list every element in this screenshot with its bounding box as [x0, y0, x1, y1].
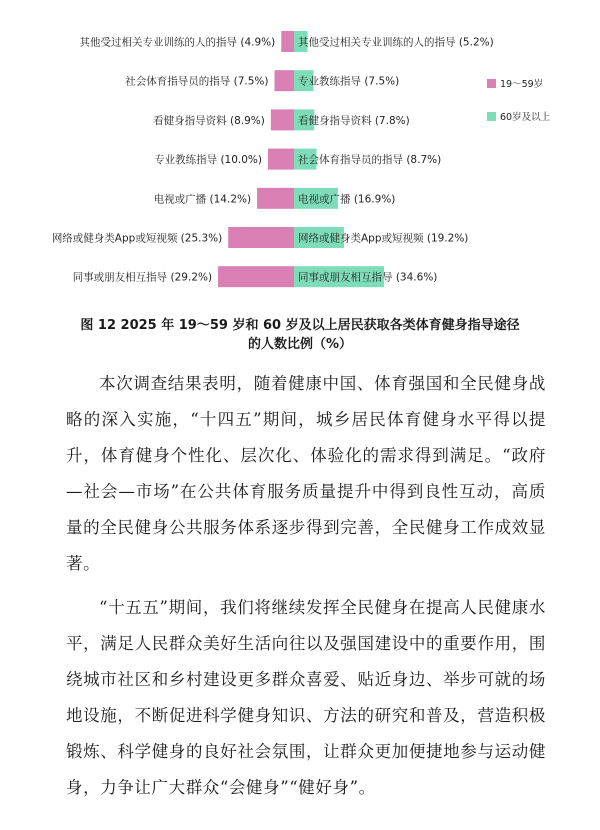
bar-left-1 — [275, 70, 295, 91]
bar-left-6 — [218, 266, 294, 287]
bar-left-label-3: 专业教练指导 (10.0%) — [154, 154, 262, 167]
bar-left-4 — [257, 188, 294, 209]
paragraph-1: 本次调查结果表明，随着健康中国、体育强国和全民健身战略的深入实施，“十四五”期间，城乡居民体育健身水平得以提升，体育健身个性化、层次化、体验化的需求得到满足。“政府—社会—市场”在公共体育服务质量提升中得到良性互动，高质量的全民健身公共服务体系逐步得到完善，全民健身工作成效显著。 — [66, 374, 546, 573]
paragraph-2: “十五五”期间，我们将继续发挥全民健身在提高人民健康水平，满足人民群众美好生活向往以及强国建设中的重要作用，围绕城市社区和乡村建设更多群众喜爱、贴近身边、举步可就的场地设施，不断促进科学健身知识、方法的研究和普及，营造积极锻炼、科学健身的良好社会氛围，让群众更加便捷地参与运动健身，力争让广大群众“会健身”“健好身”。 — [66, 598, 546, 797]
butterfly-bar-chart — [0, 0, 600, 310]
body-text — [66, 366, 546, 814]
bar-right-label-5: 网络或健身类App或短视频 (19.2%) — [298, 232, 469, 245]
bar-left-3 — [268, 149, 294, 170]
bar-left-label-5: 网络或健身类App或短视频 (25.3%) — [51, 232, 223, 245]
bar-left-label-4: 电视或广播 (14.2%) — [153, 193, 252, 206]
bar-right-label-3: 社会体育指导员的指导 (8.7%) — [298, 154, 442, 167]
bar-right-label-2: 看健身指导资料 (7.8%) — [298, 114, 410, 127]
bar-left-2 — [271, 109, 294, 130]
legend-swatch-1 — [487, 112, 496, 121]
caption-line-1: 图 12 2025 年 19～59 岁和 60 岁及以上居民获取各类体育健身指导途径 — [80, 318, 520, 333]
bar-right-label-1: 专业教练指导 (7.5%) — [298, 75, 400, 88]
bar-left-label-2: 看健身指导资料 (8.9%) — [153, 114, 265, 127]
bar-right-label-6: 同事或朋友相互指导 (34.6%) — [298, 271, 438, 284]
figure-caption — [60, 316, 540, 354]
bar-left-0 — [281, 31, 294, 52]
bar-right-label-4: 电视或广播 (16.9%) — [298, 193, 396, 206]
bar-left-label-0: 其他受过相关专业训练的人的指导 (4.9%) — [79, 36, 276, 49]
bar-left-label-1: 社会体育指导员的指导 (7.5%) — [125, 75, 269, 88]
bar-left-label-6: 同事或朋友相互指导 (29.2%) — [72, 271, 213, 284]
legend-swatch-0 — [487, 79, 496, 88]
bar-left-5 — [228, 227, 294, 248]
legend-label-0: 19～59岁 — [500, 79, 544, 90]
legend-label-1: 60岁及以上 — [500, 112, 551, 123]
bar-right-label-0: 其他受过相关专业训练的人的指导 (5.2%) — [298, 36, 494, 49]
caption-line-2: 的人数比例（%） — [247, 337, 353, 352]
